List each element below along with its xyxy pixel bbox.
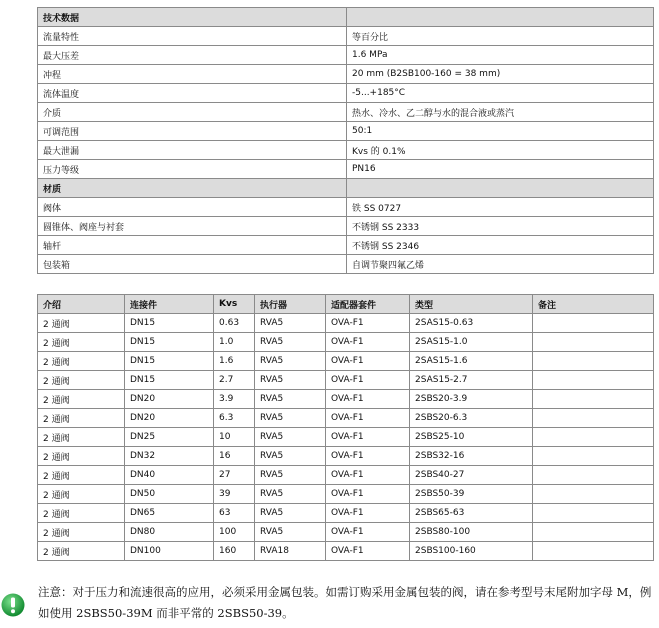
table-row [38,466,654,485]
spec-section-header [38,179,654,198]
spec-value: PN16 [347,160,654,179]
cell-kvs: 16 [214,447,255,466]
cell-adapter-kit: OVA-F1 [326,447,410,466]
spec-row [38,103,654,122]
spec-row [38,160,654,179]
cell-kvs: 3.9 [214,390,255,409]
cell-remarks [533,371,654,390]
cell-description: 2 通阀 [38,485,125,504]
model-table-header [38,295,654,314]
table-row [38,485,654,504]
spec-value: 1.6 MPa [347,46,654,65]
cell-actuator: RVA5 [255,314,326,333]
cell-connection: DN80 [125,523,214,542]
cell-connection: DN20 [125,409,214,428]
spec-label: 材质 [38,179,347,198]
cell-kvs: 0.63 [214,314,255,333]
cell-connection: DN20 [125,390,214,409]
cell-connection: DN15 [125,333,214,352]
spec-value: -5...+185°C [347,84,654,103]
cell-remarks [533,485,654,504]
table-row [38,504,654,523]
table-row [38,447,654,466]
cell-actuator: RVA5 [255,466,326,485]
cell-actuator: RVA5 [255,485,326,504]
cell-connection: DN50 [125,485,214,504]
cell-actuator: RVA5 [255,428,326,447]
cell-type: 2SBS65-63 [410,504,533,523]
cell-adapter-kit: OVA-F1 [326,409,410,428]
spec-label: 轴杆 [38,236,347,255]
spec-row [38,236,654,255]
cell-type: 2SBS20-6.3 [410,409,533,428]
spec-label: 介质 [38,103,347,122]
cell-description: 2 通阀 [38,523,125,542]
cell-connection: DN100 [125,542,214,561]
cell-type: 2SBS32-16 [410,447,533,466]
cell-actuator: RVA5 [255,333,326,352]
cell-type: 2SAS15-0.63 [410,314,533,333]
spec-value: 等百分比 [347,27,654,46]
table-row [38,371,654,390]
spec-row [38,84,654,103]
cell-remarks [533,428,654,447]
spec-value: 50:1 [347,122,654,141]
cell-adapter-kit: OVA-F1 [326,466,410,485]
spec-row [38,65,654,84]
cell-kvs: 39 [214,485,255,504]
cell-description: 2 通阀 [38,333,125,352]
cell-remarks [533,352,654,371]
cell-description: 2 通阀 [38,371,125,390]
cell-description: 2 通阀 [38,428,125,447]
model-table-body [38,295,654,561]
cell-type: 2SBS20-3.9 [410,390,533,409]
cell-remarks [533,542,654,561]
cell-adapter-kit: OVA-F1 [326,485,410,504]
cell-remarks [533,466,654,485]
spec-value [347,179,654,198]
column-header-connection: 连接件 [125,295,214,314]
spec-value: 自调节聚四氟乙烯 [347,255,654,274]
spec-label: 圆锥体、阀座与衬套 [38,217,347,236]
spec-row [38,122,654,141]
cell-actuator: RVA5 [255,390,326,409]
cell-type: 2SAS15-1.0 [410,333,533,352]
column-header-kvs: Kvs [214,295,255,314]
cell-remarks [533,390,654,409]
spec-section-header [38,8,654,27]
cell-actuator: RVA5 [255,523,326,542]
cell-kvs: 10 [214,428,255,447]
note-text: 注意：对于压力和流速很高的应用，必须采用金属包装。如需订购采用金属包装的阀，请在参考型号末尾附加字母 M，例如使用 2SBS50-39M 而非平常的 2SBS50-39。 [38,585,652,620]
cell-actuator: RVA5 [255,371,326,390]
cell-type: 2SAS15-1.6 [410,352,533,371]
cell-remarks [533,523,654,542]
spec-label: 最大压差 [38,46,347,65]
table-row [38,542,654,561]
cell-remarks [533,409,654,428]
cell-actuator: RVA5 [255,409,326,428]
cell-type: 2SBS50-39 [410,485,533,504]
cell-description: 2 通阀 [38,314,125,333]
column-header-type: 类型 [410,295,533,314]
cell-actuator: RVA5 [255,352,326,371]
spec-label: 冲程 [38,65,347,84]
spec-label: 阀体 [38,198,347,217]
spec-row [38,46,654,65]
spec-label: 可调范围 [38,122,347,141]
cell-remarks [533,314,654,333]
cell-description: 2 通阀 [38,352,125,371]
spec-label: 流量特性 [38,27,347,46]
table-row [38,409,654,428]
cell-connection: DN65 [125,504,214,523]
cell-kvs: 2.7 [214,371,255,390]
cell-kvs: 1.0 [214,333,255,352]
cell-adapter-kit: OVA-F1 [326,504,410,523]
spec-value: 铁 SS 0727 [347,198,654,217]
cell-adapter-kit: OVA-F1 [326,333,410,352]
note-section [0,578,659,628]
cell-adapter-kit: OVA-F1 [326,523,410,542]
table-row [38,352,654,371]
cell-adapter-kit: OVA-F1 [326,542,410,561]
cell-kvs: 1.6 [214,352,255,371]
cell-connection: DN15 [125,314,214,333]
cell-description: 2 通阀 [38,542,125,561]
cell-description: 2 通阀 [38,390,125,409]
technical-data-table [37,7,654,274]
spec-row [38,255,654,274]
cell-adapter-kit: OVA-F1 [326,371,410,390]
cell-connection: DN15 [125,371,214,390]
cell-adapter-kit: OVA-F1 [326,314,410,333]
spec-label: 最大泄漏 [38,141,347,160]
cell-type: 2SBS40-27 [410,466,533,485]
cell-type: 2SBS100-160 [410,542,533,561]
technical-data-body [38,8,654,274]
cell-type: 2SBS25-10 [410,428,533,447]
table-row [38,390,654,409]
cell-adapter-kit: OVA-F1 [326,352,410,371]
cell-actuator: RVA18 [255,542,326,561]
cell-description: 2 通阀 [38,409,125,428]
spec-value: 不锈钢 SS 2346 [347,236,654,255]
spec-label: 技术数据 [38,8,347,27]
cell-connection: DN15 [125,352,214,371]
table-row [38,333,654,352]
cell-description: 2 通阀 [38,466,125,485]
cell-connection: DN40 [125,466,214,485]
column-header-actuator: 执行器 [255,295,326,314]
spec-value [347,8,654,27]
cell-remarks [533,447,654,466]
cell-connection: DN32 [125,447,214,466]
cell-remarks [533,504,654,523]
cell-kvs: 160 [214,542,255,561]
cell-type: 2SBS80-100 [410,523,533,542]
spec-label: 压力等级 [38,160,347,179]
exclamation-icon [1,593,25,617]
cell-kvs: 6.3 [214,409,255,428]
spec-row [38,217,654,236]
table-row [38,428,654,447]
table-row [38,314,654,333]
cell-connection: DN25 [125,428,214,447]
cell-description: 2 通阀 [38,447,125,466]
cell-kvs: 100 [214,523,255,542]
cell-adapter-kit: OVA-F1 [326,390,410,409]
cell-actuator: RVA5 [255,447,326,466]
column-header-adapter-kit: 适配器套件 [326,295,410,314]
table-row [38,523,654,542]
spec-label: 包装箱 [38,255,347,274]
spec-value: 20 mm (B2SB100-160 = 38 mm) [347,65,654,84]
spec-label: 流体温度 [38,84,347,103]
cell-description: 2 通阀 [38,504,125,523]
spec-value: Kvs 的 0.1% [347,141,654,160]
spec-row [38,27,654,46]
model-table [37,294,654,561]
cell-actuator: RVA5 [255,504,326,523]
spec-row [38,198,654,217]
spec-value: 不锈钢 SS 2333 [347,217,654,236]
spec-value: 热水、冷水、乙二醇与水的混合液或蒸汽 [347,103,654,122]
cell-type: 2SAS15-2.7 [410,371,533,390]
cell-adapter-kit: OVA-F1 [326,428,410,447]
column-header-remarks: 备注 [533,295,654,314]
spec-row [38,141,654,160]
cell-remarks [533,333,654,352]
cell-kvs: 63 [214,504,255,523]
column-header-description: 介绍 [38,295,125,314]
cell-kvs: 27 [214,466,255,485]
